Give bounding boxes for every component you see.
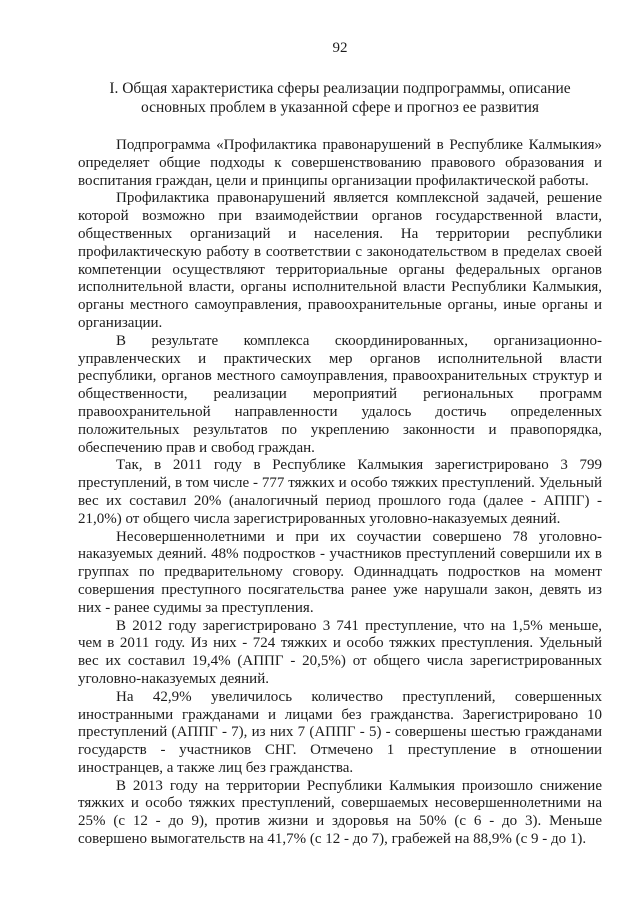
paragraph: Несовершеннолетними и при их соучастии совершено 78 уголовно-наказуемых деяний. 48% подростков - участников преступлений совершили их в группах по предварительному сговору. Одиннадцать подростков на момент совершения преступного посягательства ранее уже нарушали закон, девять из них - ранее судимы за преступления. [78,528,602,616]
body-text [78,137,602,849]
paragraph: В результате комплекса скоординированных, организационно-управленческих и практических мер органов исполнительной власти республики, органов местного самоуправления, правоохранительных структур и общественности, реализации мероприятий региональных программ правоохранительной направленности удалось достичь определенных положительных результатов по укреплению законности и правопорядка, обеспечению прав и свобод граждан. [78,332,602,456]
paragraph: В 2012 году зарегистрировано 3 741 преступление, что на 1,5% меньше, чем в 2011 году. Из них - 724 тяжких и особо тяжких преступления. Удельный вес их составил 19,4% (АППГ - 20,5%) от общего числа зарегистрированных уголовно-наказуемых деяний. [78,617,602,687]
page-number: 92 [332,40,348,56]
paragraph: Профилактика правонарушений является комплексной задачей, решение которой возможно при взаимодействии органов государственной власти, общественных организаций и населения. На территории республики профилактическую работу в соответствии с законодательством в пределах своей компетенции осуществляют территориальные органы федеральных органов исполнительной власти, органы исполнительной власти Республики Калмыкия, органы местного самоуправления, правоохранительные органы, иные органы и организации. [78,190,602,331]
paragraph: На 42,9% увеличилось количество преступлений, совершенных иностранными гражданами и лицами без гражданства. Зарегистрировано 10 преступлений (АППГ - 7), из них 7 (АППГ - 5) - совершены шестью гражданами государств - участников СНГ. Отмечено 1 преступление в отношении иностранцев, а также лиц без гражданства. [78,688,602,776]
paragraph: Подпрограмма «Профилактика правонарушений в Республике Калмыкия» определяет общие подходы к совершенствованию правового образования и воспитания граждан, цели и принципы организации профилактической работы. [78,137,602,189]
paragraph: В 2013 году на территории Республики Калмыкия произошло снижение тяжких и особо тяжких преступлений, совершаемых несовершеннолетними на 25% (с 12 - до 9), против жизни и здоровья на 50% (с 6 - до 3). Меньше совершено вымогательств на 41,7% (с 12 - до 7), грабежей на 88,9% (с 9 - до 1). [78,777,602,848]
section-title: I. Общая характеристика сферы реализации подпрограммы, описание основных проблем в указанной сфере и прогноз ее развития [109,80,571,116]
paragraph: Так, в 2011 году в Республике Калмыкия зарегистрировано 3 799 преступлений, в том числе - 777 тяжких и особо тяжких преступлений. Удельный вес их составил 20% (аналогичный период прошлого года (далее - АППГ) - 21,0%) от общего числа зарегистрированных уголовно-наказуемых деяний. [78,457,602,527]
